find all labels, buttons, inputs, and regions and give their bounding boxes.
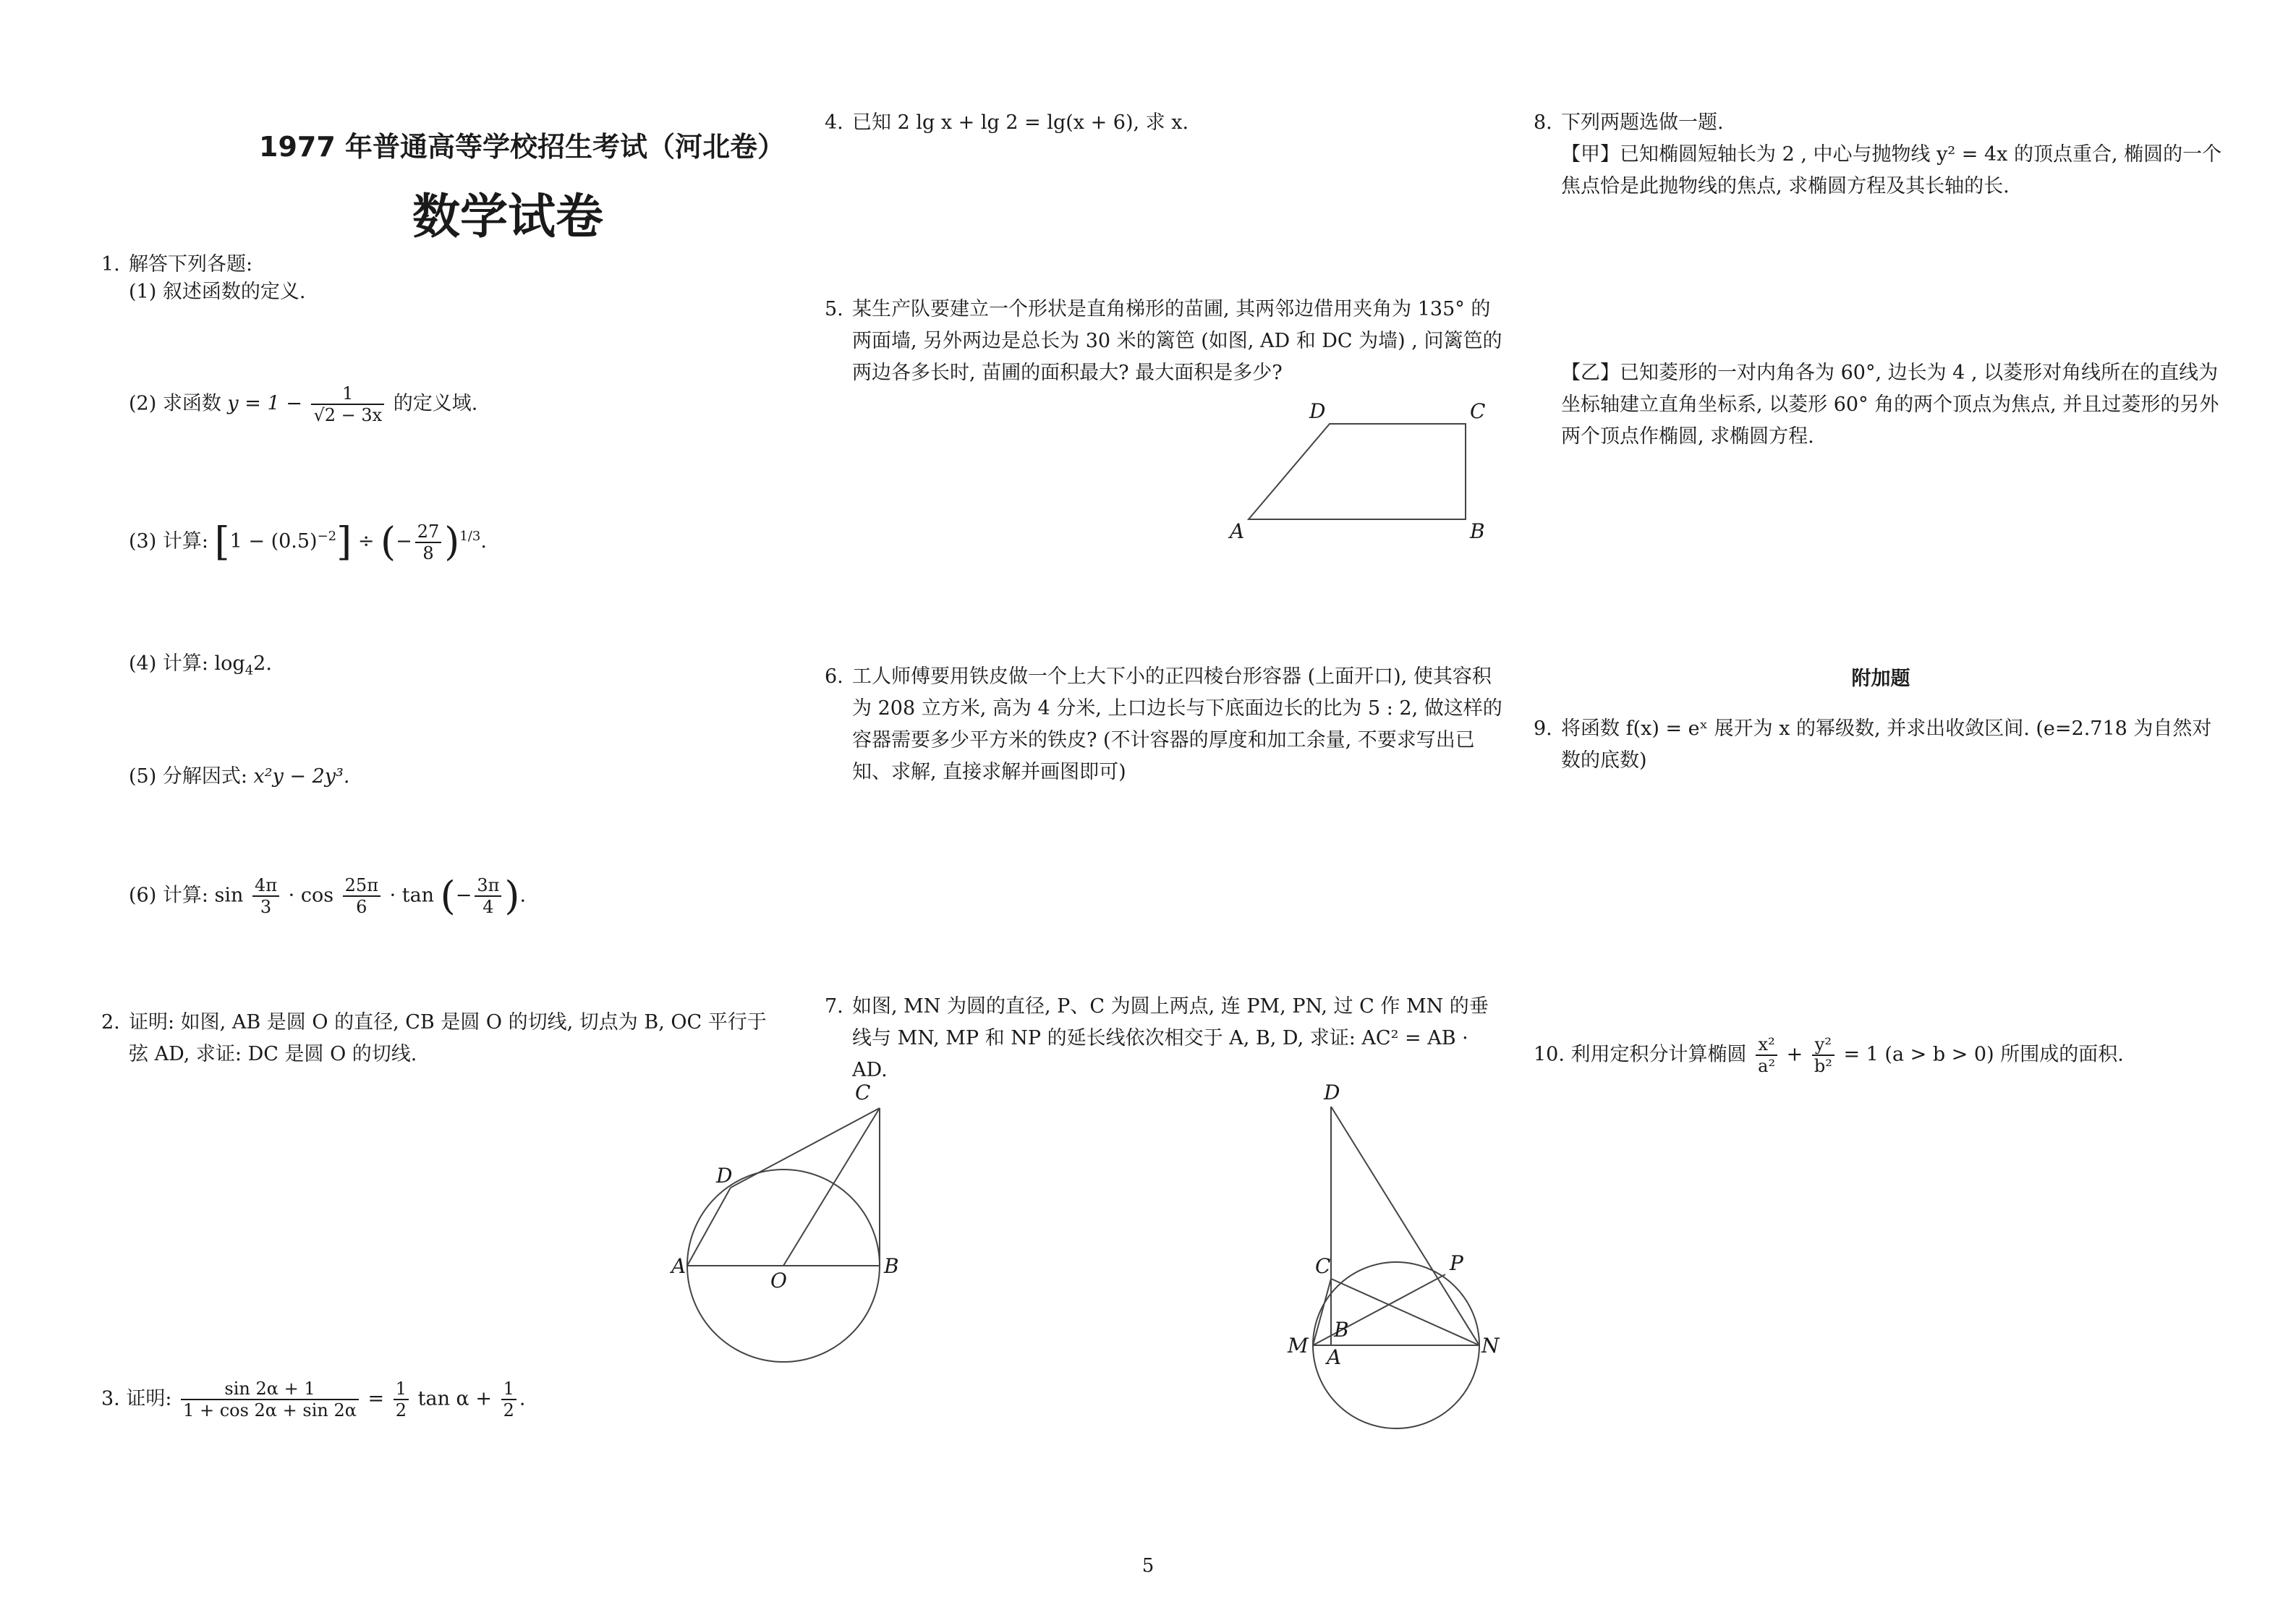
question-7 <box>825 991 1505 1086</box>
q1-part-1: (1) 叙述函数的定义. <box>129 281 306 303</box>
figure-circle-mn <box>1273 1081 1519 1432</box>
label-b: B <box>884 1254 899 1278</box>
label-p: P <box>1450 1251 1463 1275</box>
label-n: N <box>1481 1334 1500 1358</box>
denominator: 2 <box>394 1399 409 1420</box>
q1-part-4 <box>129 648 272 686</box>
denominator: √2 − 3x <box>311 404 384 425</box>
q1-part-2 <box>129 383 477 425</box>
question-lead: 利用定积分计算椭圆 <box>1570 1043 1747 1066</box>
question-8 <box>1534 107 2228 203</box>
denominator: 6 <box>343 895 380 917</box>
label-o: O <box>770 1269 787 1292</box>
question-tail: = 1 (a > b > 0) 所围成的面积. <box>1843 1043 2124 1066</box>
paren-close: ) <box>444 519 460 565</box>
fraction <box>1812 1034 1834 1076</box>
numerator: 1 <box>342 383 354 404</box>
question-text: 下列两题选做一题. <box>1561 111 1724 134</box>
question-6 <box>825 661 1505 788</box>
paren-close: ) <box>504 873 520 919</box>
denominator: b² <box>1812 1055 1834 1076</box>
fraction <box>311 383 384 425</box>
fraction <box>475 875 501 917</box>
log-fn: log <box>214 652 245 675</box>
fraction <box>252 875 279 917</box>
question-number: 8. <box>1534 111 1552 134</box>
numerator: sin 2α + 1 <box>224 1379 315 1399</box>
numerator: 27 <box>417 521 440 542</box>
question-9 <box>1534 713 2228 777</box>
formula: y = 1 − <box>227 392 302 415</box>
numerator: 1 <box>503 1379 514 1399</box>
label-c: C <box>1315 1254 1331 1278</box>
fraction <box>501 1379 516 1420</box>
question-4 <box>825 107 1505 139</box>
denominator: 4 <box>475 895 501 917</box>
question-lead: 证明: <box>126 1387 172 1410</box>
part-label: (2) 求函数 <box>129 392 221 415</box>
tan-fn: · tan <box>389 884 435 907</box>
sin-fn: sin <box>214 884 244 907</box>
equals-sign: = <box>367 1387 385 1410</box>
question-text: 已知 2 lg x + lg 2 = lg(x + 6), 求 x. <box>852 111 1189 134</box>
label-c: C <box>855 1081 871 1104</box>
question-number: 4. <box>825 111 843 134</box>
label-c: C <box>1470 399 1486 423</box>
line-dn <box>1331 1107 1479 1345</box>
label-b: B <box>1470 519 1485 543</box>
part-label: (3) 计算: <box>129 530 208 553</box>
question-10 <box>1534 1034 2124 1076</box>
question-text: 某生产队要建立一个形状是直角梯形的苗圃, 其两邻边借用夹角为 135° 的两面墙, 另外两边是总长为 30 米的篱笆 (如图, AD 和 DC 为墙) , 问篱笆的两边各多长时, 苗圃的面积最大? 最大面积是多少? <box>852 298 1502 384</box>
appendix-heading: 附加题 <box>1851 668 1910 690</box>
exponent: 1/3 <box>459 529 481 544</box>
question-number: 2. <box>101 1011 120 1034</box>
numerator: x² <box>1758 1034 1775 1055</box>
exam-subtitle: 1977 年普通高等学校招生考试（河北卷） <box>259 131 785 163</box>
question-text: 将函数 f(x) = eˣ 展开为 x 的幂级数, 并求出收敛区间. (e=2.718 为自然对数的底数) <box>1561 717 2212 772</box>
part-label: (6) 计算: <box>129 884 208 907</box>
question-number: 3. <box>101 1387 120 1410</box>
numerator: y² <box>1814 1034 1832 1055</box>
fraction <box>415 521 442 563</box>
question-number: 5. <box>825 298 843 320</box>
period: . <box>519 1387 526 1410</box>
plus-sign: + <box>1786 1043 1803 1066</box>
part-tail: 的定义域. <box>393 392 478 415</box>
label-a: A <box>671 1254 686 1278</box>
question-2 <box>101 1007 781 1070</box>
fraction <box>394 1379 409 1420</box>
question-text: 如图, MN 为圆的直径, P、C 为圆上两点, 连 PM, PN, 过 C 作 MN 的垂线与 MN, MP 和 NP 的延长线依次相交于 A, B, D, 求证: AC² = AB · AD. <box>852 995 1489 1081</box>
exam-title: 数学试卷 <box>412 189 603 244</box>
question-number: 10. <box>1534 1043 1565 1066</box>
formula: tan α + <box>417 1387 492 1410</box>
paren-open: ( <box>380 519 396 565</box>
page-number: 5 <box>1141 1555 1155 1577</box>
label-b: B <box>1334 1318 1349 1342</box>
numerator: 25π <box>344 875 378 895</box>
label-m: M <box>1288 1334 1309 1358</box>
chord-ad <box>687 1188 731 1266</box>
exponent: −2 <box>317 529 337 544</box>
label-d: D <box>1324 1081 1340 1104</box>
line-mp <box>1313 1274 1445 1345</box>
denominator: 1 + cos 2α + sin 2α <box>181 1399 359 1420</box>
period: . <box>480 530 487 553</box>
denominator: 3 <box>252 895 279 917</box>
formula: 1 − (0.5) <box>229 530 318 553</box>
label-a: A <box>1230 519 1245 543</box>
question-number: 9. <box>1534 717 1552 740</box>
label-d: D <box>716 1164 733 1188</box>
q1-part-6 <box>129 875 526 917</box>
label-d: D <box>1309 399 1326 423</box>
question-8-option-a: 【甲】已知椭圆短轴长为 2 , 中心与抛物线 y² = 4x 的顶点重合, 椭圆的一个焦点恰是此抛物线的焦点, 求椭圆方程及其长轴的长. <box>1561 143 2222 197</box>
log-base: 4 <box>245 663 254 678</box>
question-8-option-b: 【乙】已知菱形的一对内角各为 60°, 边长为 4 , 以菱形对角线所在的直线为坐标轴建立直角坐标系, 以菱形 60° 角的两个顶点为焦点, 并且过菱形的另外两个顶点作椭圆, 求椭圆方程. <box>1561 362 2219 448</box>
divide-sign: ÷ <box>357 530 375 553</box>
question-text: 证明: 如图, AB 是圆 O 的直径, CB 是圆 O 的切线, 切点为 B, OC 平行于弦 AD, 求证: DC 是圆 O 的切线. <box>129 1011 767 1065</box>
label-a: A <box>1327 1345 1342 1369</box>
figure-trapezoid <box>1215 395 1505 554</box>
bracket-close: ] <box>336 519 352 565</box>
cos-fn: · cos <box>288 884 334 907</box>
question-number: 1. <box>101 253 120 276</box>
paren-open: ( <box>440 873 456 919</box>
figure-tangent-circle <box>564 1078 897 1367</box>
part-label: (4) 计算: <box>129 652 208 675</box>
minus-sign: − <box>455 884 472 907</box>
question-text: 解答下列各题: <box>129 253 253 276</box>
part-label: (5) 分解因式: <box>129 765 247 788</box>
q1-part-3 <box>129 521 487 563</box>
log-arg: 2. <box>253 652 272 675</box>
denominator: 2 <box>501 1399 516 1420</box>
question-3 <box>101 1379 525 1420</box>
fraction <box>343 875 380 917</box>
denominator: a² <box>1756 1055 1777 1076</box>
question-text: 工人师傅要用铁皮做一个上大下小的正四棱台形容器 (上面开口), 使其容积为 208 立方米, 高为 4 分米, 上口边长与下底面边长的比为 5 : 2, 做这样的容器需要多少平方米的铁皮? (不计容器的厚度和加工余量, 不要求写出已知、求解, 直接求解并画图即可) <box>852 665 1502 783</box>
segment-cd <box>731 1108 880 1188</box>
q1-part-5 <box>129 761 349 793</box>
trapezoid-abcd <box>1249 424 1466 519</box>
minus-sign: − <box>396 530 412 553</box>
question-number: 6. <box>825 665 843 688</box>
bracket-open: [ <box>214 519 230 565</box>
numerator: 1 <box>395 1379 407 1399</box>
question-5 <box>825 294 1505 389</box>
numerator: 3π <box>477 875 500 895</box>
period: . <box>519 884 527 907</box>
line-mc <box>1313 1279 1331 1345</box>
question-number: 7. <box>825 995 843 1018</box>
numerator: 4π <box>255 875 278 895</box>
fraction <box>1756 1034 1777 1076</box>
denominator: 8 <box>415 542 442 563</box>
fraction <box>181 1379 359 1420</box>
segment-oc <box>783 1108 880 1266</box>
formula: x²y − 2y³. <box>253 765 350 788</box>
